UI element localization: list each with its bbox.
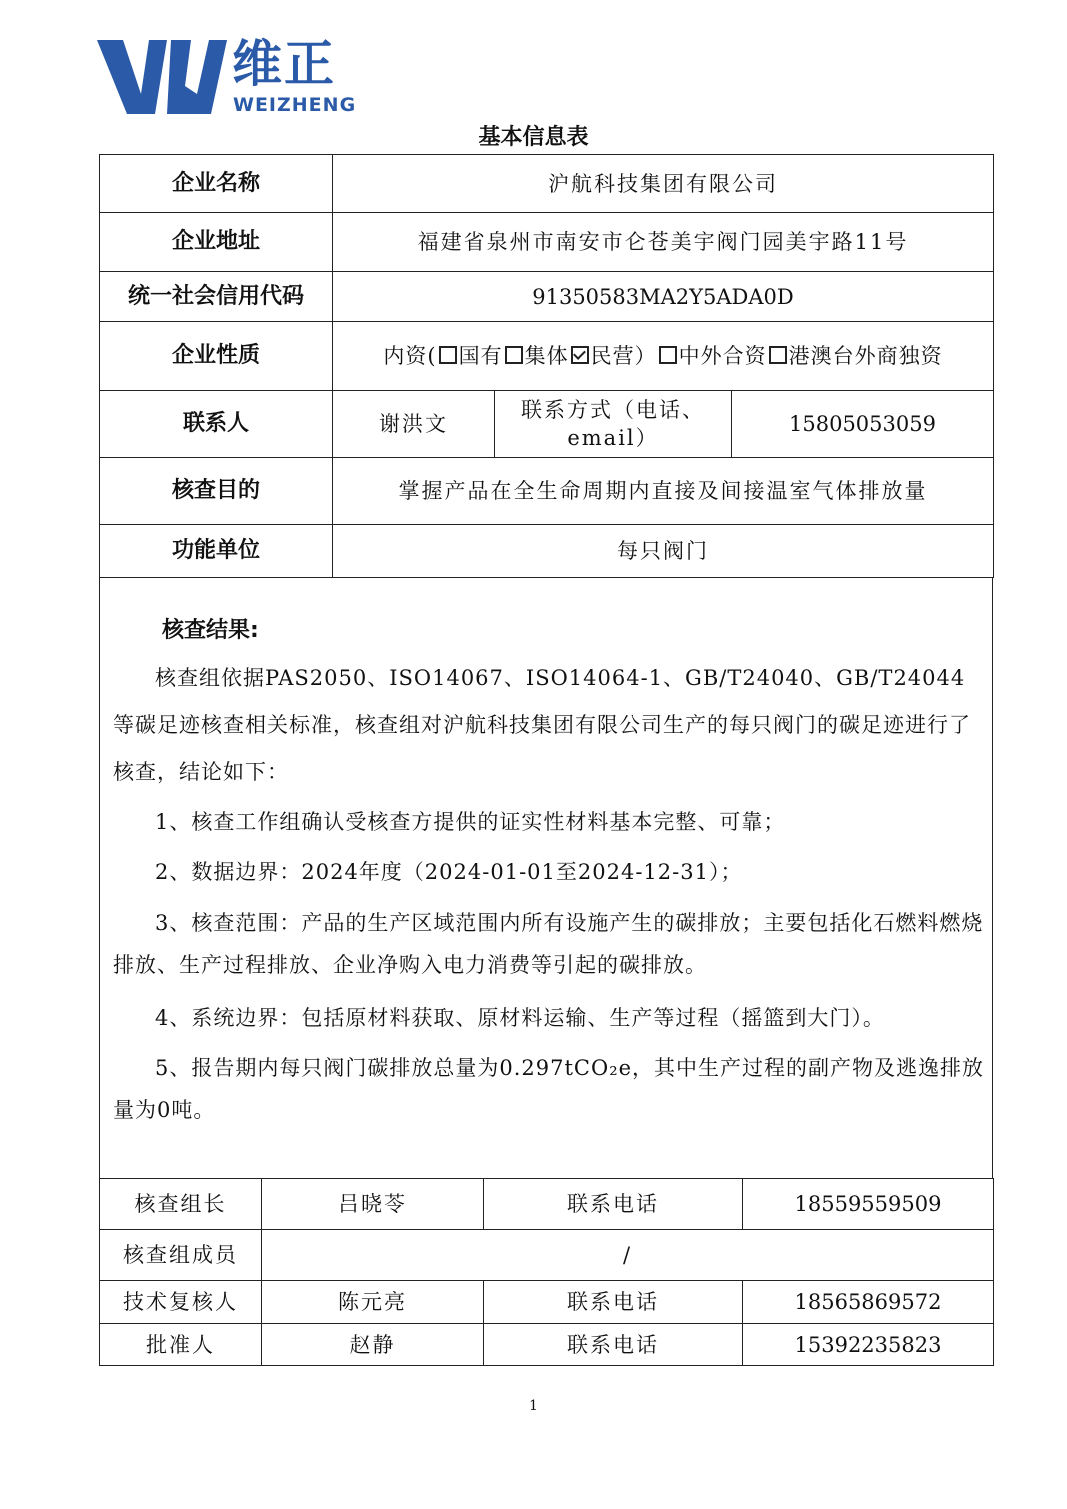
page-title: 基本信息表 [478,125,589,150]
nature-option-state: 国有 [458,344,503,368]
contact-method-label: 联系方式（电话、email） [495,391,732,458]
result-item-3: 3、核查范围：产品的生产区域范围内所有设施产生的碳排放；主要包括化石燃料燃烧排放、生产过程排放、企业净购入电力消费等引起的碳排放。 [113,911,984,977]
result-section [99,577,993,1178]
page-number: 1 [529,1398,538,1414]
table-row [100,1324,994,1366]
verification-team-table [99,1178,994,1366]
functional-unit-value: 每只阀门 [333,525,994,578]
result-item-1: 1、核查工作组确认受核查方提供的证实性材料基本完整、可靠； [155,810,786,834]
table-row [100,458,994,525]
contact-phone: 15805053059 [732,391,994,458]
company-name-label: 企业名称 [100,155,333,213]
table-row [100,391,994,458]
leader-phone-label: 联系电话 [484,1179,743,1230]
nature-prefix: 内资( [383,344,437,368]
leader-phone: 18559559509 [743,1179,994,1230]
nature-option-foreign: 港澳台外商独资 [788,344,943,368]
approver-phone: 15392235823 [743,1324,994,1366]
basic-info-table [99,154,994,578]
contact-name: 谢洪文 [333,391,495,458]
checkbox-checked-icon [571,346,589,364]
members-value: / [262,1230,994,1281]
table-row [100,322,994,391]
result-item-5: 5、报告期内每只阀门碳排放总量为0.297tCO₂e，其中生产过程的副产物及逃逸排放量为0吨。 [113,1056,985,1122]
checkbox-unchecked-icon [439,346,457,364]
functional-unit-label: 功能单位 [100,525,333,578]
result-heading: 核查结果: [162,618,259,643]
reviewer-phone: 18565869572 [743,1281,994,1324]
approver-label: 批准人 [100,1324,262,1366]
nature-close: ） [634,344,657,368]
result-intro: 核查组依据PAS2050、ISO14067、ISO14064-1、GB/T24040、GB/T24044等碳足迹核查相关标准，核查组对沪航科技集团有限公司生产的每只阀门的碳足迹进行了核查，结论如下： [113,666,971,784]
nature-option-private: 民营 [590,344,635,368]
credit-code-label: 统一社会信用代码 [100,272,333,322]
result-item-4: 4、系统边界：包括原材料获取、原材料运输、生产等过程（摇篮到大门）。 [155,1006,885,1030]
leader-name: 吕晓苓 [262,1179,484,1230]
result-item-2: 2、数据边界：2024年度（2024-01-01至2024-12-31）； [155,860,743,884]
purpose-value: 掌握产品在全生命周期内直接及间接温室气体排放量 [333,458,994,525]
approver-name: 赵静 [262,1324,484,1366]
nature-option-collective: 集体 [524,344,569,368]
leader-label: 核查组长 [100,1179,262,1230]
company-name-value: 沪航科技集团有限公司 [333,155,994,213]
nature-label: 企业性质 [100,322,333,391]
reviewer-name: 陈元亮 [262,1281,484,1324]
table-row [100,272,994,322]
table-row [100,1230,994,1281]
table-row [100,213,994,272]
logo-chinese-text: 维正 [232,35,336,93]
logo-english-text: WEIZHENG [233,94,357,116]
credit-code-value: 91350583MA2Y5ADA0D [333,272,994,322]
address-value: 福建省泉州市南安市仑苍美宇阀门园美宇路11号 [333,213,994,272]
table-row [100,525,994,578]
contact-label: 联系人 [100,391,333,458]
address-label: 企业地址 [100,213,333,272]
checkbox-unchecked-icon [659,346,677,364]
checkbox-unchecked-icon [505,346,523,364]
members-label: 核查组成员 [100,1230,262,1281]
table-row [100,1281,994,1324]
reviewer-phone-label: 联系电话 [484,1281,743,1324]
reviewer-label: 技术复核人 [100,1281,262,1324]
table-row [100,155,994,213]
approver-phone-label: 联系电话 [484,1324,743,1366]
checkbox-unchecked-icon [769,346,787,364]
purpose-label: 核查目的 [100,458,333,525]
table-row [100,1179,994,1230]
nature-option-jv: 中外合资 [678,344,767,368]
nature-value [333,322,994,391]
